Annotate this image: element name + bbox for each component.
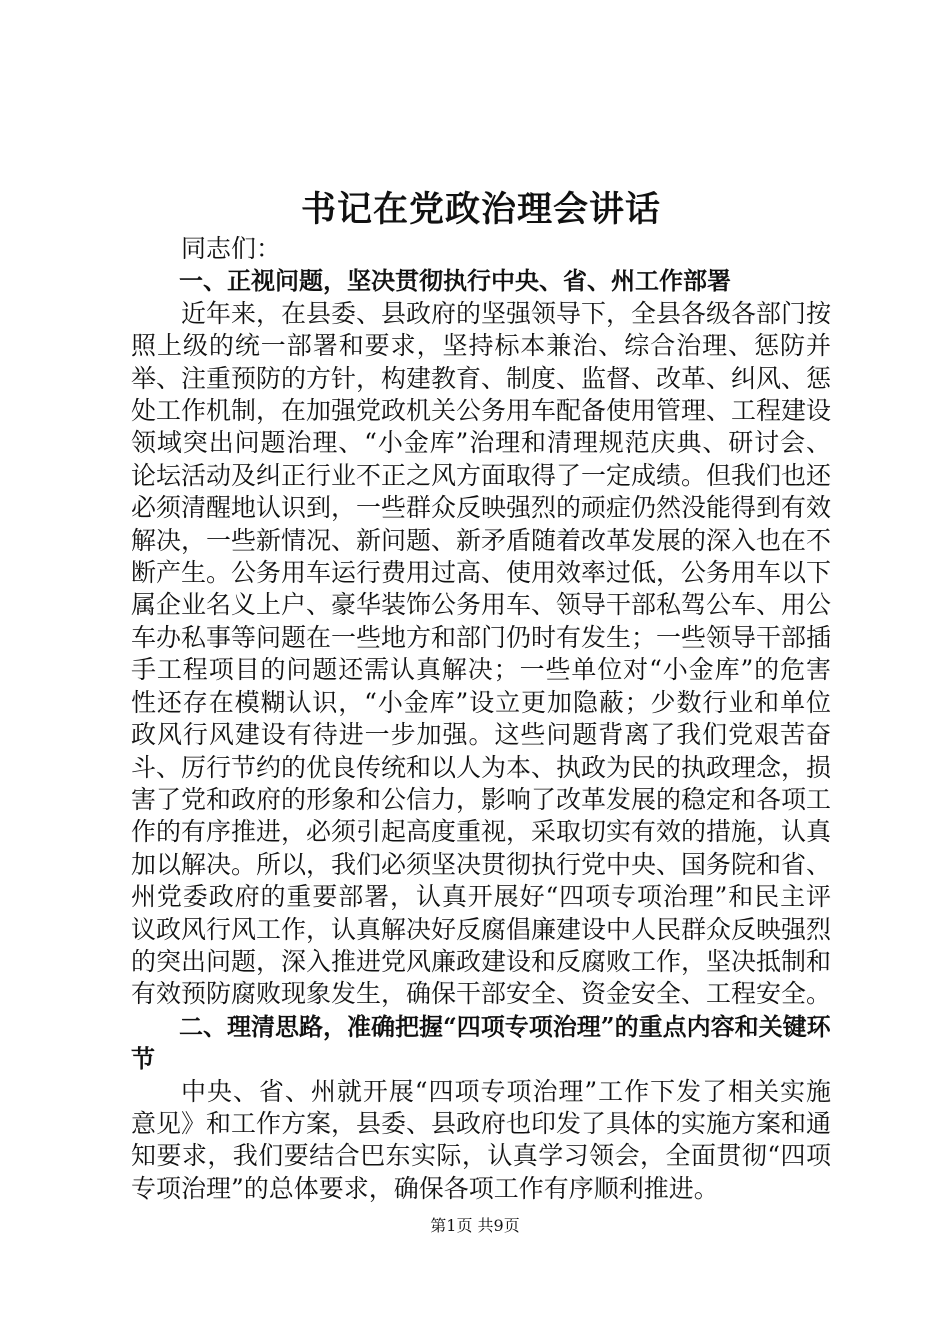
page-title: 书记在党政治理会讲话 xyxy=(300,189,661,230)
section-heading-2: 二、理清思路，准确把握“四项专项治理”的重点内容和关键环节 xyxy=(131,1011,831,1074)
section-paragraph-2: 中央、省、州就开展“四项专项治理”工作下发了相关实施意见》和工作方案，县委、县政府也印发了具体的实施方案和通知要求，我们要结合巴东实际，认真学习领会，全面贯彻“四项专项治理”的总体要求，确保各项工作有序顺利推进。 xyxy=(131,1076,832,1203)
document-body xyxy=(131,188,831,1205)
section-paragraph-1: 近年来，在县委、县政府的坚强领导下，全县各级各部门按照上级的统一部署和要求，坚持标本兼治、综合治理、惩防并举、注重预防的方针，构建教育、制度、监督、改革、纠风、惩处工作机制，在加强党政机关公务用车配备使用管理、工程建设领域突出问题治理、“小金库”治理和清理规范庆典、研讨会、论坛活动及纠正行业不正之风方面取得了一定成绩。但我们也还必须清醒地认识到，一些群众反映强烈的顽症仍然没能得到有效解决，一些新情况、新问题、新矛盾随着改革发展的深入也在不断产生。公务用车运行费用过高、使用效率过低，公务用车以下属企业名义上户、豪华装饰公务用车、领导干部私驾公车、用公车办私事等问题在一些地方和部门仍时有发生；一些领导干部插手工程项目的问题还需认真解决；一些单位对“小金库”的危害性还存在模糊认识，“小金库”设立更加隐蔽；少数行业和单位政风行风建设有待进一步加强。这些问题背离了我们党艰苦奋斗、厉行节约的优良传统和以人为本、执政为民的执政理念，损害了党和政府的形象和公信力，影响了改革发展的稳定和各项工作的有序推进，必须引起高度重视，采取切实有效的措施，认真加以解决。所以，我们必须坚决贯彻执行党中央、国务院和省、州党委政府的重要部署，认真开展好“四项专项治理”和民主评议政风行风工作，认真解决好反腐倡廉建设中人民群众反映强烈的突出问题，深入推进党风廉政建设和反腐败工作，坚决抵制和有效预防腐败现象发生，确保干部安全、资金安全、工程安全。 xyxy=(131,298,832,1009)
page-footer: 第1页 共9页 xyxy=(430,1216,520,1235)
section-heading-1: 一、正视问题，坚决贯彻执行中央、省、州工作部署 xyxy=(179,266,731,296)
salutation: 同志们： xyxy=(181,234,282,263)
